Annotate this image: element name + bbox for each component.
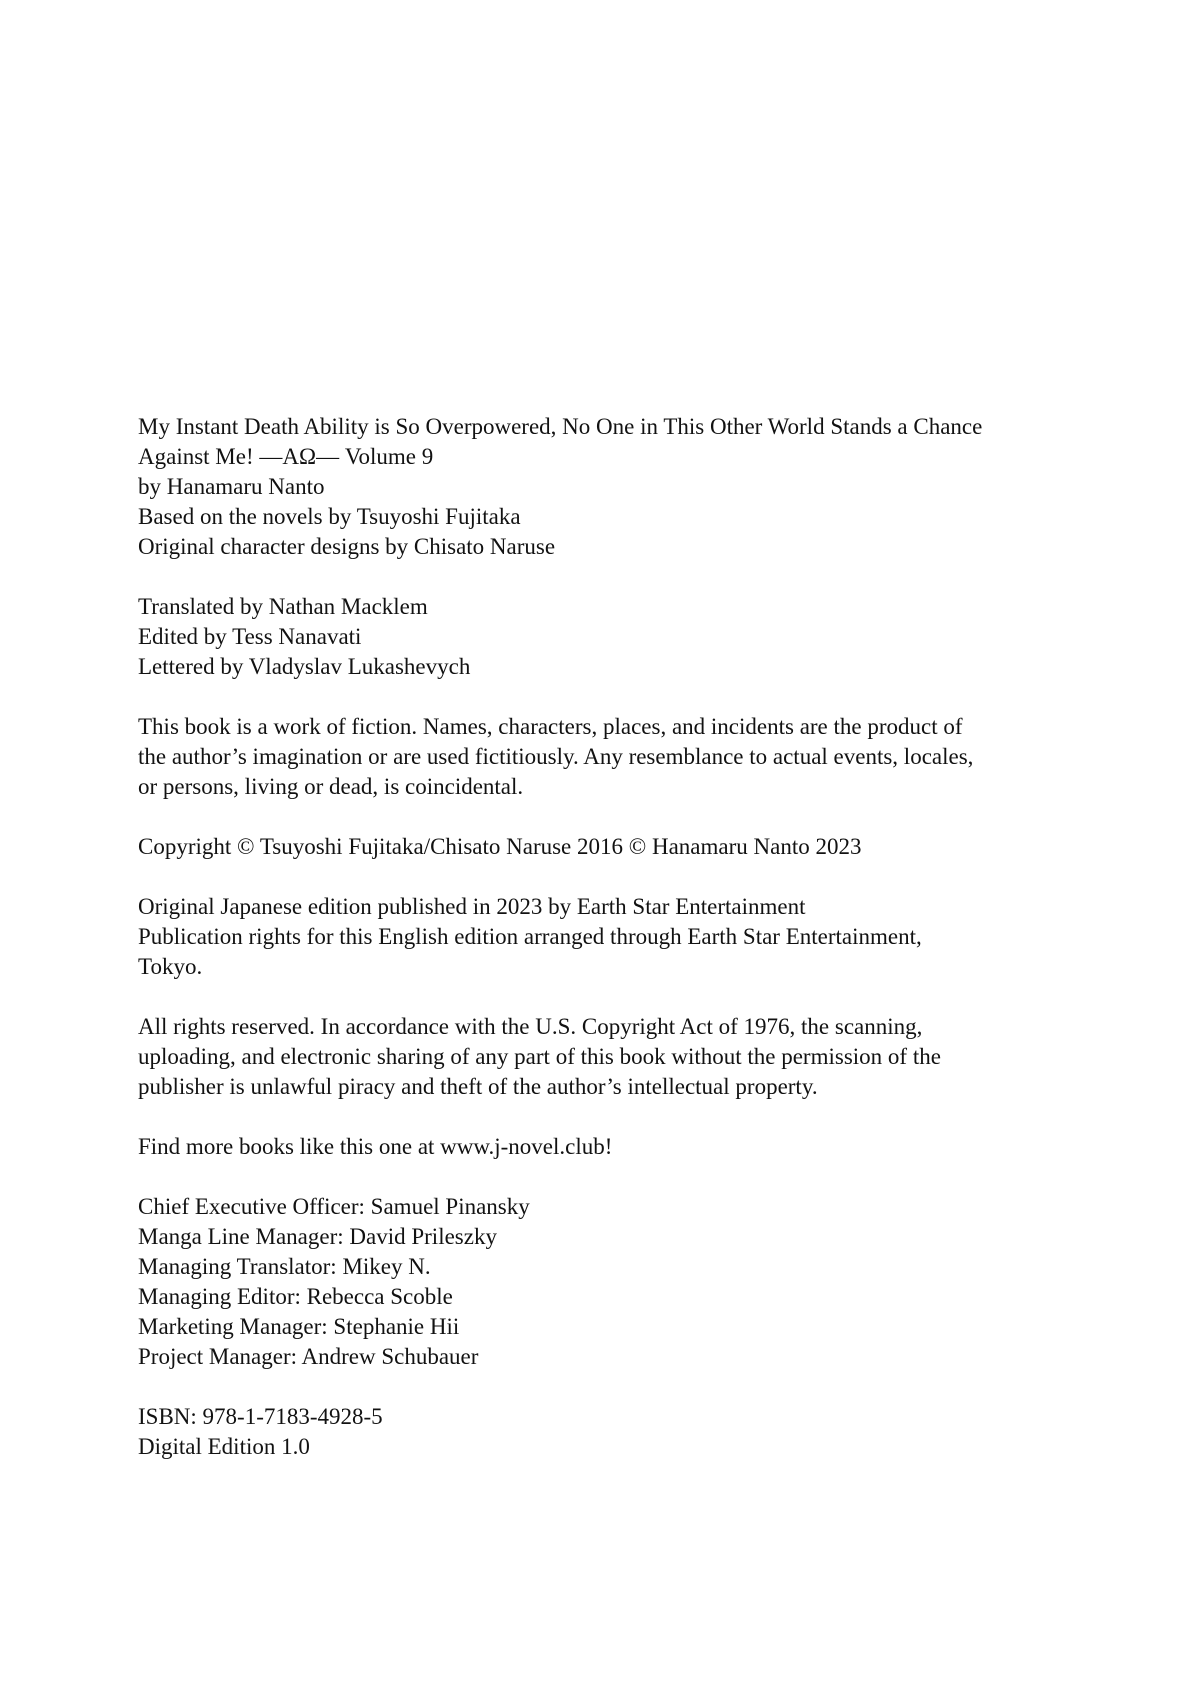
- colophon-text-block: [138, 412, 1128, 1462]
- manga-line-manager-line: Manga Line Manager: David Prileszky: [138, 1224, 497, 1249]
- managing-editor-line: Managing Editor: Rebecca Scoble: [138, 1284, 453, 1309]
- disclaimer-line-2: the author’s imagination or are used fictitiously. Any resemblance to actual events, locales,: [138, 744, 974, 769]
- publication-line-1: Original Japanese edition published in 2023 by Earth Star Entertainment: [138, 894, 806, 919]
- based-on-line: Based on the novels by Tsuyoshi Fujitaka: [138, 504, 521, 529]
- author-line: by Hanamaru Nanto: [138, 474, 325, 499]
- rights-line-3: publisher is unlawful piracy and theft of the author’s intellectual property.: [138, 1074, 818, 1099]
- disclaimer-line-1: This book is a work of fiction. Names, characters, places, and incidents are the product of: [138, 714, 963, 739]
- translator-line: Translated by Nathan Macklem: [138, 594, 428, 619]
- character-designs-line: Original character designs by Chisato Naruse: [138, 534, 556, 559]
- book-title-line-1: My Instant Death Ability is So Overpowered, No One in This Other World Stands a Chance: [138, 414, 983, 439]
- project-manager-line: Project Manager: Andrew Schubauer: [138, 1344, 479, 1369]
- letterer-line: Lettered by Vladyslav Lukashevych: [138, 654, 471, 679]
- fiction-disclaimer: [138, 712, 1128, 802]
- localization-credits: [138, 592, 1128, 682]
- company-staff-list: [138, 1192, 1128, 1372]
- editor-line: Edited by Tess Nanavati: [138, 624, 362, 649]
- disclaimer-line-3: or persons, living or dead, is coincidental.: [138, 774, 524, 799]
- rights-line-2: uploading, and electronic sharing of any part of this book without the permission of the: [138, 1044, 941, 1069]
- find-more-books-line: Find more books like this one at www.j-novel.club!: [138, 1134, 613, 1159]
- copyright-line: Copyright © Tsuyoshi Fujitaka/Chisato Naruse 2016 © Hanamaru Nanto 2023: [138, 834, 862, 859]
- ceo-line: Chief Executive Officer: Samuel Pinansky: [138, 1194, 530, 1219]
- managing-translator-line: Managing Translator: Mikey N.: [138, 1254, 431, 1279]
- digital-edition-line: Digital Edition 1.0: [138, 1434, 310, 1459]
- publication-line-2: Publication rights for this English edition arranged through Earth Star Entertainment,: [138, 924, 922, 949]
- copyright-notice: [138, 832, 1128, 862]
- book-title-line-2: Against Me! —AΩ— Volume 9: [138, 444, 434, 469]
- publication-line-3: Tokyo.: [138, 954, 203, 979]
- rights-line-1: All rights reserved. In accordance with the U.S. Copyright Act of 1976, the scanning,: [138, 1014, 923, 1039]
- isbn-line: ISBN: 978-1-7183-4928-5: [138, 1404, 383, 1429]
- marketing-manager-line: Marketing Manager: Stephanie Hii: [138, 1314, 460, 1339]
- title-block: [138, 412, 1128, 562]
- rights-notice: [138, 1012, 1128, 1102]
- publication-info: [138, 892, 1128, 982]
- edition-info: [138, 1402, 1128, 1462]
- promo-line-block: [138, 1132, 1128, 1162]
